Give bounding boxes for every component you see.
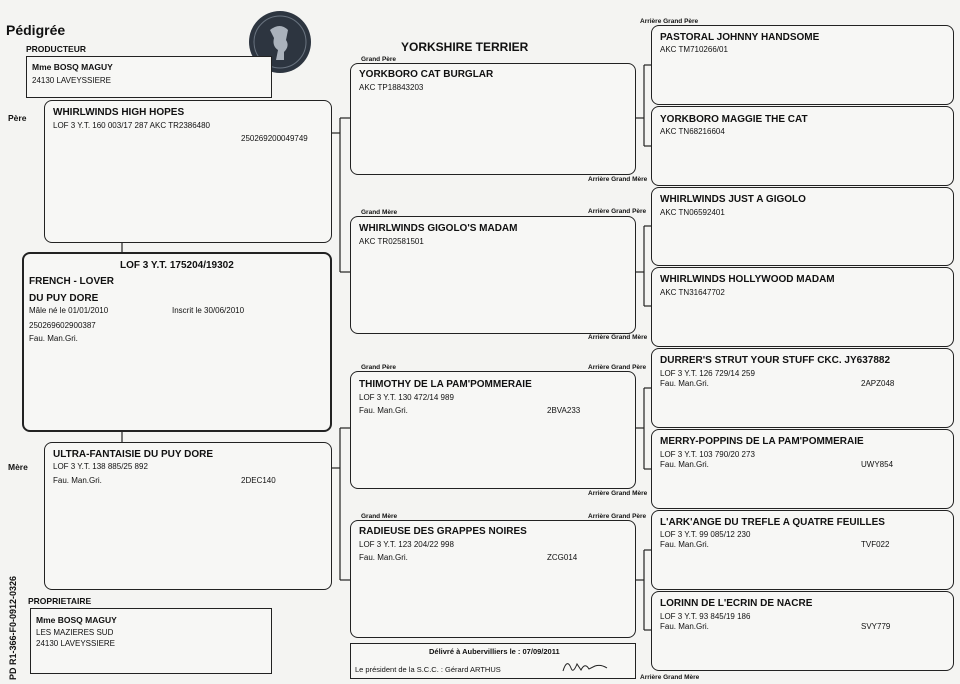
grandparent-registration: AKC TP18843203 — [359, 83, 424, 92]
delivery-date: Délivré à Aubervilliers le : 07/09/2011 — [429, 647, 560, 656]
owner-name: Mme BOSQ MAGUY — [36, 615, 117, 625]
delivery-box — [350, 643, 636, 679]
grandparent-box — [350, 520, 636, 638]
gp3-label: Grand Père — [361, 364, 397, 371]
subject-name-line2: DU PUY DORE — [29, 293, 99, 304]
dam-name: ULTRA-FANTAISIE DU PUY DORE — [53, 449, 214, 460]
great-grandparent-box — [651, 187, 954, 266]
ggp-name: WHIRLWINDS HOLLYWOOD MADAM — [660, 274, 835, 285]
great-grandparent-box — [651, 429, 954, 509]
ggp-registration: AKC TN06592401 — [660, 208, 725, 217]
grandparent-registration: AKC TR02581501 — [359, 237, 424, 246]
ggp-registration: LOF 3 Y.T. 103 790/20 273 — [660, 450, 755, 459]
mere-label: Mère — [8, 462, 28, 472]
ggp-label: Arrière Grand Père — [640, 18, 699, 25]
ggp-label: Arrière Grand Père — [588, 208, 647, 215]
sire-registration: LOF 3 Y.T. 160 003/17 287 AKC TR2386480 — [53, 121, 211, 130]
great-grandparent-box — [651, 267, 954, 347]
grandparent-color: Fau. Man.Gri. — [359, 553, 408, 562]
dam-box — [44, 442, 332, 590]
subject-chip: 250269602900387 — [29, 321, 96, 330]
subject-registered: Inscrit le 30/06/2010 — [172, 306, 245, 315]
ggp-registration: AKC TN68216604 — [660, 127, 725, 136]
ggp-id: SVY779 — [861, 622, 891, 631]
grandparent-id: 2BVA233 — [547, 406, 581, 415]
great-grandparent-box — [651, 106, 954, 186]
ggp-name: DURRER'S STRUT YOUR STUFF CKC. JY637882 — [660, 355, 891, 366]
producer-name: Mme BOSQ MAGUY — [32, 62, 113, 72]
ggp-registration: AKC TN31647702 — [660, 288, 725, 297]
sire-name: WHIRLWINDS HIGH HOPES — [53, 107, 185, 118]
producer-address: 24130 LAVEYSSIERE — [32, 76, 112, 85]
grandparent-name: WHIRLWINDS GIGOLO'S MADAM — [359, 223, 518, 234]
ggp-label: Arrière Grand Mère — [588, 490, 648, 497]
dam-color: Fau. Man.Gri. — [53, 476, 102, 485]
ggp-name: YORKBORO MAGGIE THE CAT — [660, 114, 808, 125]
subject-lof: LOF 3 Y.T. 175204/19302 — [120, 260, 234, 271]
great-grandparent-box — [651, 510, 954, 590]
grandparent-name: YORKBORO CAT BURGLAR — [359, 69, 494, 80]
ggp-name: PASTORAL JOHNNY HANDSOME — [660, 32, 820, 43]
document-side-code: PD R1-366-F0-0912-0326 — [8, 575, 18, 680]
grandparent-box — [350, 371, 636, 489]
owner-box — [30, 608, 272, 674]
ggp-color: Fau. Man.Gri. — [660, 622, 709, 631]
ggp-registration: AKC TM710266/01 — [660, 45, 728, 54]
ggp-name: LORINN DE L'ECRIN DE NACRE — [660, 598, 813, 609]
sire-id: 250269200049749 — [241, 134, 308, 143]
subject-box — [22, 252, 332, 432]
ggp-color: Fau. Man.Gri. — [660, 460, 709, 469]
owner-line2: 24130 LAVEYSSIERE — [36, 639, 116, 648]
grandparent-registration: LOF 3 Y.T. 123 204/22 998 — [359, 540, 454, 549]
dam-registration: LOF 3 Y.T. 138 885/25 892 — [53, 462, 148, 471]
ggp-name: L'ARK'ANGE DU TREFLE A QUATRE FEUILLES — [660, 517, 885, 528]
ggp-name: MERRY-POPPINS DE LA PAM'POMMERAIE — [660, 436, 864, 447]
grandparent-box — [350, 216, 636, 334]
signature-image — [559, 656, 611, 681]
ggp-label: Arrière Grand Mère — [640, 674, 700, 681]
grandparent-name: RADIEUSE DES GRAPPES NOIRES — [359, 526, 527, 537]
sire-box — [44, 100, 332, 243]
subject-name-line1: FRENCH - LOVER — [29, 276, 114, 287]
ggp-registration: LOF 3 Y.T. 126 729/14 259 — [660, 369, 755, 378]
ggp-color: Fau. Man.Gri. — [660, 540, 709, 549]
owner-label: PROPRIETAIRE — [28, 596, 92, 606]
producer-box — [26, 56, 272, 98]
great-grandparent-box — [651, 591, 954, 671]
pere-label: Père — [8, 113, 27, 123]
grandparent-registration: LOF 3 Y.T. 130 472/14 989 — [359, 393, 454, 402]
ggp-id: TVF022 — [861, 540, 890, 549]
ggp-registration: LOF 3 Y.T. 93 845/19 186 — [660, 612, 751, 621]
grandparent-box — [350, 63, 636, 175]
ggp-label: Arrière Grand Mère — [588, 334, 648, 341]
gp4-label: Grand Mère — [361, 513, 398, 520]
ggp-registration: LOF 3 Y.T. 99 085/12 230 — [660, 530, 751, 539]
subject-born: Mâle né le 01/01/2010 — [29, 306, 109, 315]
ggp-label: Arrière Grand Père — [588, 513, 647, 520]
gp1-label: Grand Père — [361, 56, 397, 63]
subject-color: Fau. Man.Gri. — [29, 334, 78, 343]
page-title: Pédigrée — [6, 22, 66, 38]
ggp-label: Arrière Grand Mère — [588, 176, 648, 183]
dam-id: 2DEC140 — [241, 476, 276, 485]
great-grandparent-box — [651, 25, 954, 105]
grandparent-id: ZCG014 — [547, 553, 578, 562]
breed-title: YORKSHIRE TERRIER — [401, 40, 529, 54]
ggp-color: Fau. Man.Gri. — [660, 379, 709, 388]
ggp-id: UWY854 — [861, 460, 894, 469]
grandparent-color: Fau. Man.Gri. — [359, 406, 408, 415]
ggp-label: Arrière Grand Père — [588, 364, 647, 371]
grandparent-name: THIMOTHY DE LA PAM'POMMERAIE — [359, 379, 532, 390]
ggp-id: 2APZ048 — [861, 379, 895, 388]
producer-label: PRODUCTEUR — [26, 44, 86, 54]
great-grandparent-box — [651, 348, 954, 428]
ggp-name: WHIRLWINDS JUST A GIGOLO — [660, 194, 806, 205]
gp2-label: Grand Mère — [361, 209, 398, 216]
president-line: Le président de la S.C.C. : Gérard ARTHUS — [355, 665, 501, 674]
owner-line1: LES MAZIERES SUD — [36, 628, 114, 637]
